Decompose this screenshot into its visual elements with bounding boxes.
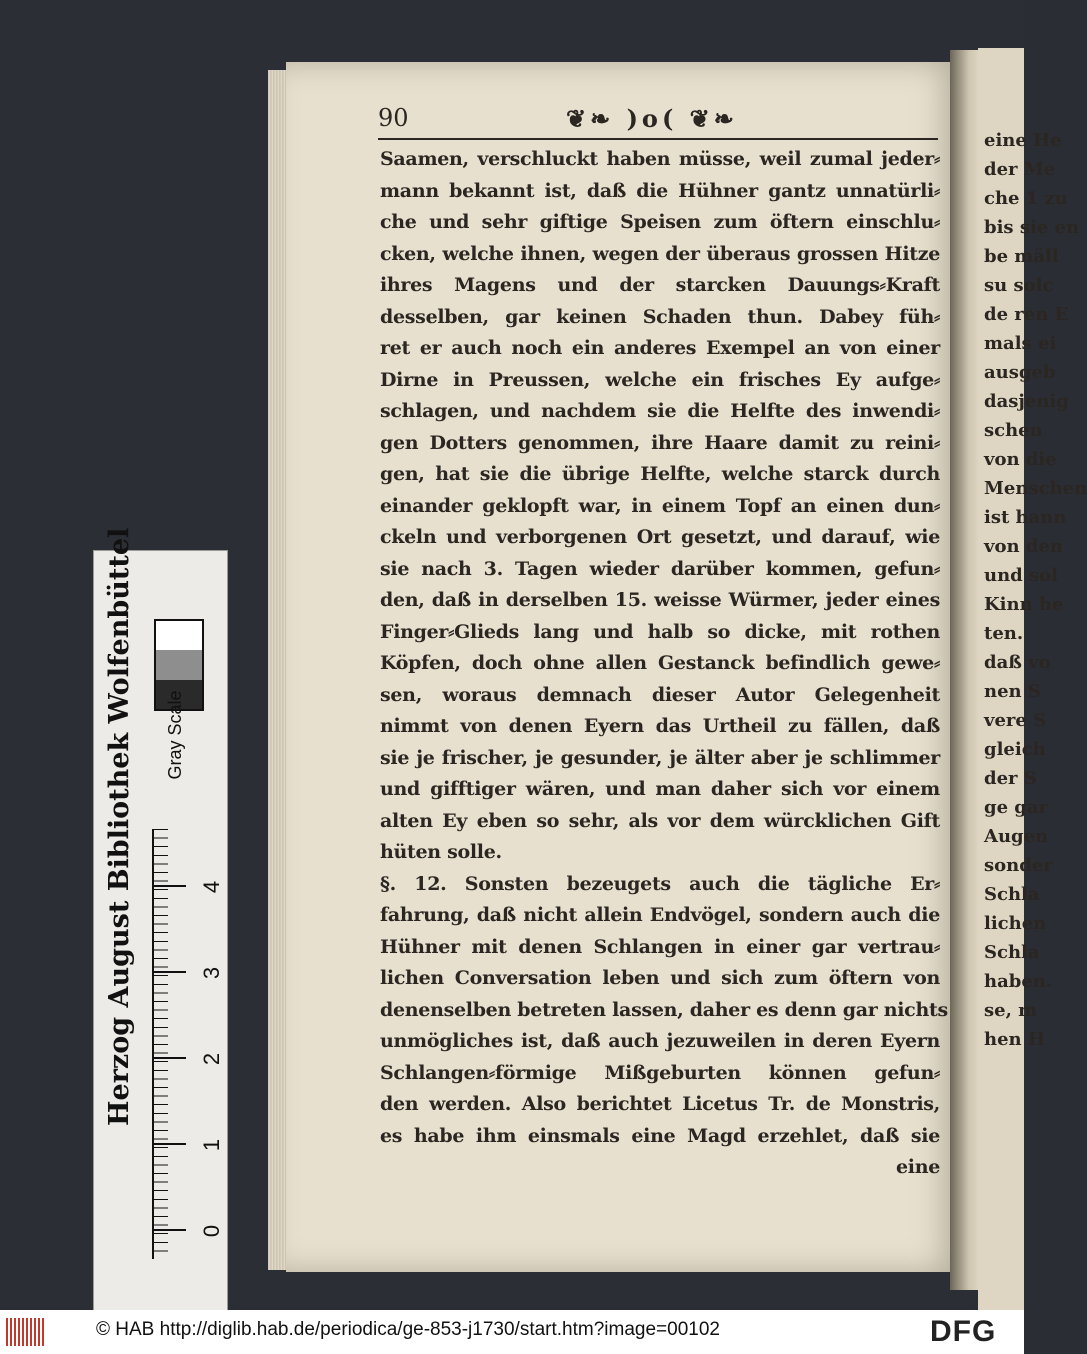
gray-patch [156, 650, 202, 679]
text-line: gen, hat sie die übrige Helfte, welche starck durch [380, 463, 940, 485]
ruler-major-tick [152, 1057, 186, 1059]
adjacent-page-fragments [978, 126, 1087, 1054]
adjacent-page [978, 48, 1087, 1310]
text-line: ret er auch noch ein anderes Exempel an von einer [380, 337, 940, 359]
institution-label: Herzog August Bibliothek Wolfenbüttel [104, 527, 135, 1126]
color-scale-bar [93, 527, 228, 1312]
adjacent-text-fragment: Schla [984, 942, 1040, 963]
text-line: gen Dotters genommen, ihre Haare damit zu reini⸗ [380, 431, 940, 454]
copyright-link[interactable]: © HAB http://diglib.hab.de/periodica/ge-853-j1730/start.htm?image=00102 [96, 1319, 720, 1340]
adjacent-text-fragment: ist hann [984, 507, 1067, 528]
text-line: und gifftiger wären, und man daher sich vor einem [380, 778, 940, 800]
ruler-major-tick [152, 1229, 186, 1231]
text-line: Hühner mit denen Schlangen in einer gar vertrau⸗ [380, 935, 940, 958]
text-line: nimmt von denen Eyern das Urtheil zu fällen, daß [380, 715, 940, 737]
adjacent-text-fragment: sonder [984, 855, 1053, 876]
text-line: einander geklopft war, in einem Topf an einen dun⸗ [380, 494, 940, 517]
text-line: ihres Magens und der starcken Dauungs⸗Kraft [380, 274, 940, 296]
text-line: lichen Conversation leben und sich zum öftern von [380, 967, 940, 989]
barcode-icon [6, 1318, 46, 1346]
adjacent-text-fragment: bis sie en [984, 217, 1080, 238]
text-line: fahrung, daß nicht allein Endvögel, sondern auch die [380, 904, 940, 926]
gray-patch [156, 621, 202, 650]
adjacent-text-fragment: der Me [984, 159, 1056, 180]
text-line: Saamen, verschluckt haben müsse, weil zumal jeder⸗ [380, 148, 940, 170]
adjacent-text-fragment: de ren E [984, 304, 1069, 325]
adjacent-text-fragment: Schla [984, 884, 1040, 905]
text-line: schlagen, und nachdem sie die Helfte des inwendi⸗ [380, 400, 940, 422]
page-header [378, 104, 938, 140]
text-line: Finger⸗Glieds lang und halb so dicke, mit rothen [380, 620, 940, 643]
adjacent-text-fragment: von den [984, 536, 1063, 557]
text-line: unmögliches ist, daß auch jezuweilen in deren Eyern [380, 1030, 940, 1052]
adjacent-text-fragment: su solc [984, 275, 1054, 296]
text-line: eine [895, 1156, 940, 1178]
body-text [380, 144, 948, 1184]
text-line: den, daß in derselben 15. weisse Würmer, jeder eines [380, 589, 940, 611]
adjacent-text-fragment: der S [984, 768, 1037, 789]
adjacent-text-fragment: daß vo [984, 652, 1051, 673]
adjacent-text-fragment: ausgeb [984, 362, 1056, 383]
ruler-tick-label: 4 [199, 880, 224, 894]
ruler-tick-label: 1 [199, 1138, 224, 1152]
text-line: Schlangen⸗förmige Mißgeburten können gefun⸗ [380, 1061, 940, 1084]
adjacent-text-fragment: ten. [984, 623, 1024, 644]
adjacent-text-fragment: schen [984, 420, 1043, 441]
ruler-major-tick [152, 1143, 186, 1145]
text-line: cken, welche ihnen, wegen der überaus grossen Hitze [380, 242, 940, 265]
text-line: sen, woraus demnach dieser Autor Gelegenheit [380, 683, 940, 706]
text-line: hüten solle. [380, 841, 502, 863]
text-line: Köpfen, doch ohne allen Gestanck befindlich gewe⸗ [380, 652, 940, 674]
page-number: 90 [378, 104, 409, 132]
footer-bar [0, 1310, 1024, 1354]
adjacent-text-fragment: Augen [984, 826, 1049, 847]
adjacent-text-fragment: Kinn he [984, 594, 1064, 615]
ruler-major-tick [152, 885, 186, 887]
text-line: es habe ihm einsmals eine Magd erzehlet, daß sie [380, 1124, 940, 1147]
text-line: desselben, gar keinen Schaden thun. Dabey füh⸗ [380, 305, 940, 328]
text-line: denenselben betreten lassen, daher es denn gar nichts [380, 998, 948, 1021]
adjacent-text-fragment: che 1 zu [984, 188, 1068, 209]
ruler-major-tick [152, 971, 186, 973]
text-line: sie nach 3. Tagen wieder darüber kommen, gefun⸗ [380, 557, 940, 580]
adjacent-text-fragment: hen H [984, 1029, 1045, 1050]
adjacent-text-fragment: nen S [984, 681, 1041, 702]
text-line: alten Ey eben so sehr, als vor dem würcklichen Gift [380, 809, 940, 832]
ruler [152, 829, 194, 1259]
adjacent-text-fragment: mals ei [984, 333, 1057, 354]
dfg-logo: DFG [930, 1315, 997, 1348]
ruler-tick-label: 2 [199, 1052, 224, 1066]
adjacent-text-fragment: se, m [984, 1000, 1038, 1021]
text-line: mann bekannt ist, daß die Hühner gantz unnatürli⸗ [380, 179, 940, 202]
adjacent-text-fragment: ge gar [984, 797, 1049, 818]
text-line: che und sehr giftige Speisen zum öftern einschlu⸗ [380, 211, 940, 233]
text-line: §. 12. Sonsten bezeugets auch die tägliche Er⸗ [380, 872, 940, 895]
adjacent-text-fragment: von die [984, 449, 1057, 470]
adjacent-text-fragment: und sol [984, 565, 1059, 586]
adjacent-text-fragment: haben. [984, 971, 1053, 992]
adjacent-text-fragment: eine He [984, 130, 1062, 151]
adjacent-text-fragment: Menschen [984, 478, 1087, 499]
header-ornament: ❦❧ )o( ❦❧ [566, 104, 738, 133]
text-line: ckeln und verborgenen Ort gesetzt, und darauf, wie [380, 526, 940, 548]
text-line: Dirne in Preussen, welche ein frisches Ey aufge⸗ [380, 368, 940, 391]
text-line: sie je frischer, je gesunder, je älter aber je schlimmer [380, 746, 940, 769]
ruler-tick-label: 3 [199, 966, 224, 980]
adjacent-text-fragment: be mäll [984, 246, 1059, 267]
adjacent-text-fragment: lichen [984, 913, 1047, 934]
adjacent-text-fragment: dasjenig [984, 391, 1069, 412]
gray-scale-label: Gray Scale [165, 690, 185, 780]
text-line: den werden. Also berichtet Licetus Tr. de Monstris, [380, 1093, 940, 1115]
adjacent-text-fragment: vere S [984, 710, 1047, 731]
ruler-tick-label: 0 [199, 1224, 224, 1238]
adjacent-text-fragment: gleich [984, 739, 1046, 760]
